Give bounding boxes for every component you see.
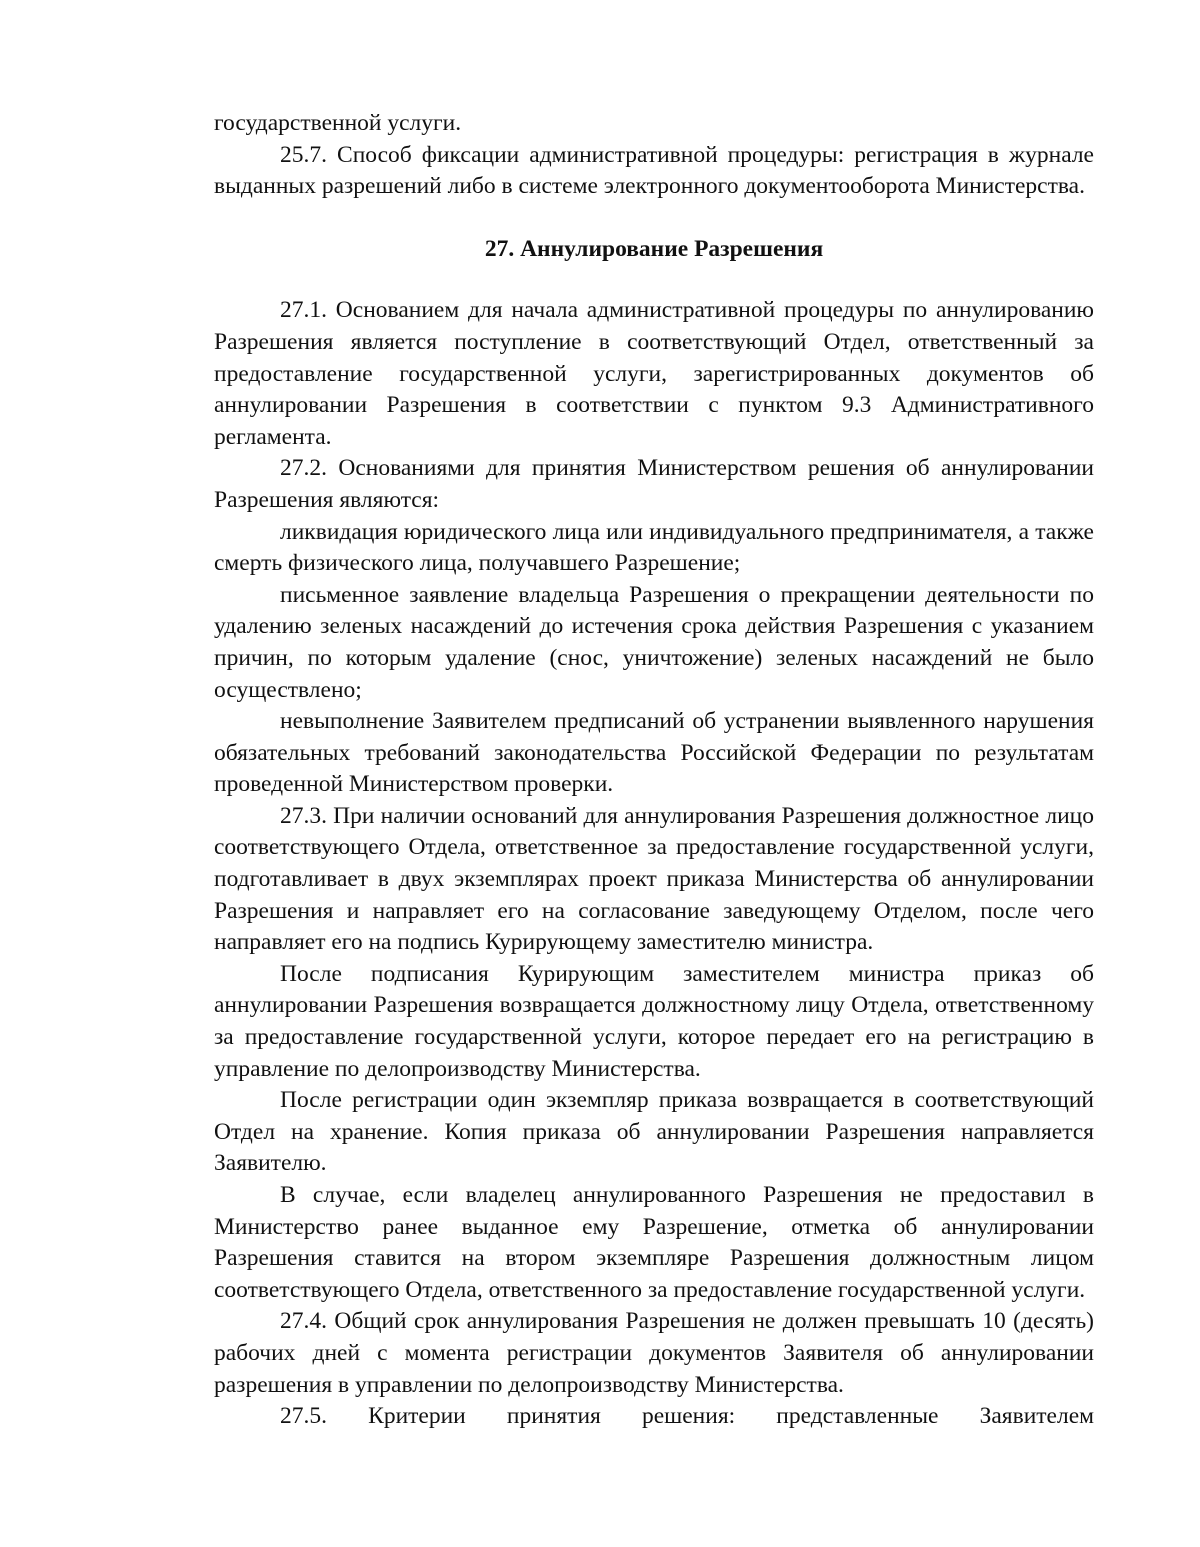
paragraph-case-not-returned: В случае, если владелец аннулированного Разрешения не предоставил в Министерство ранее выданное ему Разрешение, отметка об аннулировании Разрешения ставится на втором экземпляре Разрешения должностным лицом соответствующего Отдела, ответственного за предоставление государственной услуги. [214,1182,1094,1303]
document-page [214,108,1094,1433]
paragraph-25-7: 25.7. Способ фиксации административной процедуры: регистрация в журнале выданных разрешений либо в системе электронного документооборота Министерства. [214,141,1094,200]
paragraph-27-2: 27.2. Основаниями для принятия Министерством решения об аннулировании Разрешения являются: [214,455,1094,513]
paragraph-ground-non-compliance: невыполнение Заявителем предписаний об устранении выявленного нарушения обязательных требований законодательства Российской Федерации по результатам проведенной Министерством проверки. [214,708,1094,798]
paragraph-27-5: 27.5. Критерии принятия решения: представленные Заявителем [280,1403,1094,1430]
paragraph-after-signing: После подписания Курирующим заместителем министра приказ об аннулировании Разрешения возвращается должностному лицу Отдела, ответственному за предоставление государственной услуги, которое передает его на регистрацию в управление по делопроизводству Министерства. [214,960,1094,1082]
paragraph-ground-written-application: письменное заявление владельца Разрешения о прекращении деятельности по удалению зеленых насаждений до истечения срока действия Разрешения с указанием причин, по которым удаление (снос, уничтожение) зеленых насаждений не было осуществлено; [214,581,1094,703]
paragraph-27-3: 27.3. При наличии оснований для аннулирования Разрешения должностное лицо соответствующего Отдела, ответственное за предоставление государственной услуги, подготавливает в двух экземплярах проект приказа Министерства об аннулировании Разрешения и направляет его на согласование заведующему Отделом, после чего направляет его на подпись Курирующему заместителю министра. [214,802,1094,956]
paragraph-27-4: 27.4. Общий срок аннулирования Разрешения не должен превышать 10 (десять) рабочих дней с момента регистрации документов Заявителя об аннулировании разрешения в управлении по делопроизводству Министерства. [214,1308,1094,1398]
paragraph-after-registration: После регистрации один экземпляр приказа возвращается в соответствующий Отдел на хранение. Копия приказа об аннулировании Разрешения направляется Заявителю. [214,1087,1094,1177]
paragraph-intro-continuation: государственной услуги. [214,110,462,136]
paragraph-ground-liquidation: ликвидация юридического лица или индивидуального предпринимателя, а также смерть физического лица, получавшего Разрешение; [214,518,1094,577]
paragraph-27-1: 27.1. Основанием для начала административной процедуры по аннулированию Разрешения является поступление в соответствующий Отдел, ответственный за предоставление государственной услуги, зарегистрированных документов об аннулировании Разрешения в соответствии с пунктом 9.3 Административного регламента. [214,297,1094,450]
section-heading-27: 27. Аннулирование Разрешения [484,235,824,262]
